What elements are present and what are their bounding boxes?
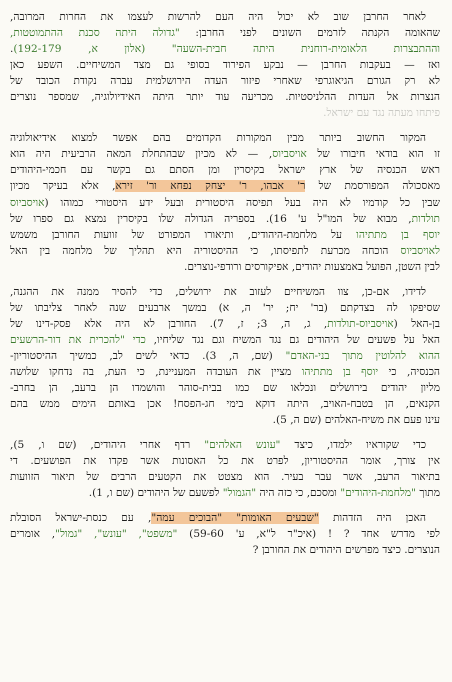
hebrew-text-body: [10, 9, 440, 559]
text-line: [10, 412, 440, 428]
text-segment: מאסכולה המפורסמת של: [305, 180, 440, 193]
text-segment: הכנסיה, כי: [378, 365, 440, 378]
text-segment: לפי מדרש אחד ? ! (איכ"ר ל"א, ע' 59-60): [177, 528, 440, 541]
quoted-source: אויסביוס: [272, 148, 307, 161]
quoted-source: וההתבצרות הלאומית-רוחנית היתה חבית-השעה" (אלון א, 192-179): [13, 43, 440, 56]
quoted-source: לאויסביוס: [400, 244, 440, 257]
text-segment: לדידו, אם-כן, צוו המשיחיים לעזוב את ירושלים, כדי להסיר ממנה את ההגנה,: [10, 285, 426, 298]
text-line: [10, 178, 440, 194]
text-segment: האל על פשעים של היהודים גם נגד המשיח וגם נגד שליחיו,: [145, 333, 440, 346]
text-line: [10, 25, 440, 41]
text-line: [10, 89, 440, 105]
text-segment: הקנאים, הן בטבח-האויב, היתה דוקא בימי חג-הפסח! אכן באותם הימים ממש בהם: [10, 398, 440, 411]
text-segment: כדי שקוראיו ילמדו, כיצד: [280, 439, 426, 452]
paragraph: [10, 284, 440, 428]
paragraph: [10, 510, 440, 558]
text-line: [10, 348, 440, 364]
paragraph-gap: [10, 428, 440, 437]
text-segment: שבין כל קודמיו לא היה בעל תפיסה היסטורית ובעל ידע היסטורי כמוהו (: [44, 196, 440, 209]
text-segment: מליון יהודים בירושלים ונכלאו שם כמו בבית-סוהר והושמדו הן ברעב, הן בחרב-: [10, 382, 440, 395]
text-line: [10, 284, 440, 300]
text-segment: שהאומה הקנתה לזרמים השונים לפני החרבן:: [179, 27, 440, 40]
text-segment: לאחר החרבן שוב לא יכול היה העם להרשות לעצמו את החרות המרובה,: [10, 11, 426, 23]
text-segment: .: [10, 43, 14, 56]
quoted-source: יוסף בן מתתיהו: [356, 228, 440, 241]
text-line: [10, 437, 440, 453]
text-segment: הנצרות אל העדות ההלניסטיות. מכריעה עוד יותר היתה האידיולוגיה, שמספר נוצרים: [10, 91, 440, 104]
text-segment: שסיפקו לה בצדקתם (בר' יח; יר' ה, א) במשך ארבעים שנה לאחר צליבתו של: [10, 301, 440, 314]
highlighted-text: ר' אבהו, ר' יצחק נפחא ור' זירא: [115, 180, 306, 193]
faint-text: פיתחו מעתה נגד עם ישראל.: [323, 107, 440, 120]
text-line: [10, 453, 440, 469]
text-segment: ואז — בעקבות החרבן — נבקע הפירוד בסופי גם מצד המשיחיים. השפע כאן: [10, 59, 440, 72]
paragraph-gap: [10, 501, 440, 510]
text-line: [10, 469, 440, 485]
text-segment: מתוך: [415, 487, 440, 500]
quoted-source: "גדולה היתה סכנת ההתמוטטות,: [10, 27, 180, 40]
text-line: [10, 396, 440, 412]
quoted-source: אויסביוס: [10, 196, 45, 209]
text-line: [10, 211, 440, 227]
text-segment: ראש הכנסיה של ארץ ישראל בקיסרין ומן הסתם גם בקשר עם חכמי-היהודים: [10, 164, 440, 177]
highlighted-text: "שבעים האומות" "הבוכים עמה": [151, 512, 319, 525]
text-segment: בן-האל (: [393, 317, 440, 330]
text-line: [10, 380, 440, 396]
paragraph-gap: [10, 121, 440, 130]
quoted-source: יוסף בן מתתיהו: [301, 365, 379, 378]
text-line: [10, 510, 440, 526]
text-line: [10, 105, 440, 121]
text-line: [10, 73, 440, 89]
text-line: [10, 130, 440, 146]
paragraph: [10, 9, 440, 121]
text-line: [10, 227, 440, 243]
text-line: [10, 9, 440, 25]
quoted-source: "עונש האלהים": [204, 439, 281, 452]
text-segment: לבין השטן, הפועל באמצעות יהודים, אפיקורסים ורודפי-נוצרים.: [184, 260, 440, 273]
text-line: [10, 41, 440, 57]
text-line: [10, 162, 440, 178]
text-segment: הנוצרים. כיצד מפרשים היהודים את החורבן ?: [252, 544, 440, 557]
text-segment: בתיאור הרעב, אשר עבר בעיר. הוא מצטט את הקטעים הרבים של תיאור הזוועות: [10, 471, 440, 484]
text-line: [10, 146, 440, 162]
quoted-source: "הגמול": [222, 487, 257, 500]
text-line: [10, 332, 440, 348]
text-line: [10, 542, 440, 558]
text-line: [10, 364, 440, 380]
text-segment: על מלחמת-היהודים, ותיאורו המפורט של זוועות החורבן משמש: [10, 228, 357, 241]
text-segment: רדף אחרי היהודים, (שם ו, 5),: [10, 439, 205, 452]
quoted-source: תולדות: [411, 212, 440, 225]
paragraph: [10, 130, 440, 274]
text-segment: מציין את העובדה המעניינת, כי העת, בה נדחקו שלושה: [10, 365, 302, 378]
text-segment: , ג, ה, 3; ז, 7). החורבן לא היה אלא פסק-דינו של: [10, 317, 328, 330]
text-segment: האכן היה הזדהות: [318, 512, 426, 525]
text-segment: , אלא בעיקר מכיון: [10, 180, 116, 193]
text-line: [10, 243, 440, 259]
text-line: [10, 316, 440, 332]
text-line: [10, 485, 440, 501]
text-segment: (שם, ה, 3). כדאי לשים לב, כמשיך ההיסטוריון-: [10, 349, 286, 362]
paragraph-gap: [10, 275, 440, 284]
text-segment: לפשעם של היהודים (שם ו, 1).: [88, 487, 223, 500]
quoted-source: כדי "להכרית את דור-הרשעים: [10, 333, 146, 346]
text-segment: , אומרים: [10, 528, 56, 541]
text-line: [10, 57, 440, 73]
paragraph: [10, 437, 440, 501]
text-line: [10, 259, 440, 275]
quoted-source: "מלחמת-היהודים": [340, 487, 416, 500]
text-line: [10, 526, 440, 542]
quoted-source: אויסביוס-תולדות: [327, 317, 394, 330]
quoted-source: ההוא להלוטין מתוך בני-האדם": [285, 349, 440, 362]
text-segment: לא רק הגורם הגיאוגרפי שאחרי פיזור העדה הירושלמית עברה נקודת הכובד של: [10, 75, 440, 88]
text-segment: הוכחה מכרעת לתפיסתו, כי ההיסטוריה היא תהליך של מלחמה בין האל: [10, 244, 401, 257]
text-segment: , עם כנסת-ישראל הסובלת: [10, 512, 152, 525]
text-segment: ומסכם, כי כזה היה: [256, 487, 341, 500]
text-line: [10, 195, 440, 211]
text-line: [10, 300, 440, 316]
text-segment: עינו פעם את משיח-האלהים (שם ה, 5).: [272, 414, 440, 427]
text-segment: אין צורך, אומר ההיסטוריון, לפרט את כל האסונות אשר פקדו את הפושעים. די: [10, 455, 440, 468]
quoted-source: "משפט", "עונש", "גמול": [55, 528, 178, 541]
text-segment: , מבוא של המו"ל ע' 16). בספריה הגדולה שלו בקיסרין נמצא גם ספרו של: [10, 212, 412, 225]
text-segment: זו הוא בודאי חיבורו של: [306, 148, 440, 161]
text-segment: , — לא מכיון שבהתחלת המאה הרביעית היה הוא: [10, 148, 273, 161]
text-segment: המקור החשוב ביותר מבין המקורות הקדומים בהם אפשר למצוא אידיאולוגיה: [10, 132, 426, 145]
